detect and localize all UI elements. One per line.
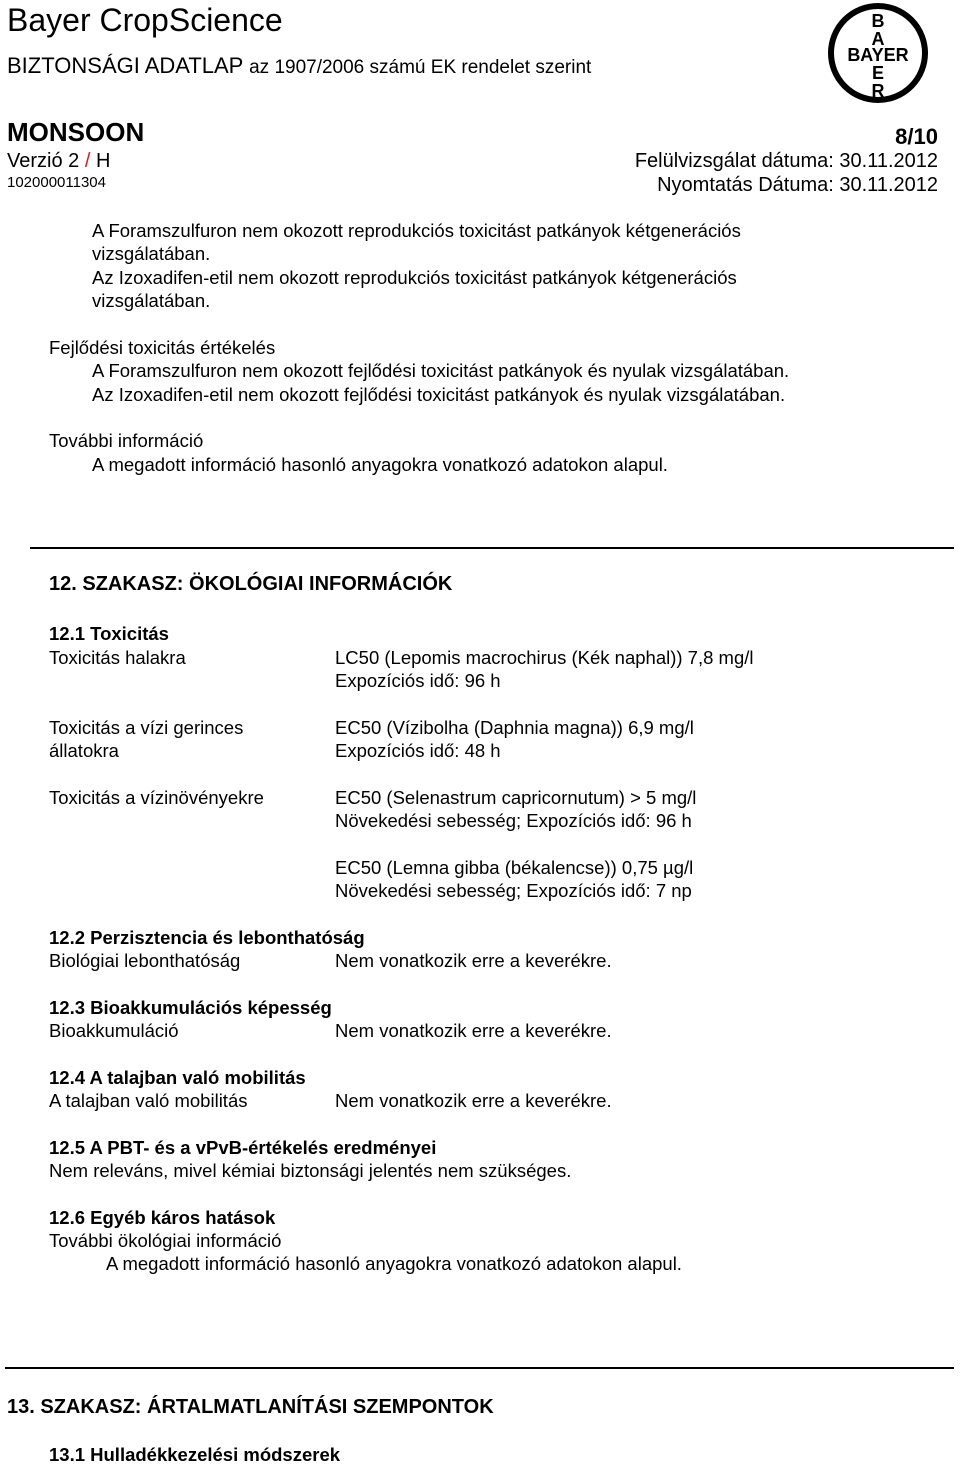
plants-value-1: EC50 (Selenastrum capricornutum) > 5 mg/l [335, 787, 697, 808]
other-label: További ökológiai információ [49, 1230, 282, 1251]
fish-label: Toxicitás halakra [49, 647, 186, 668]
persistence-value: Nem vonatkozik erre a keverékre. [335, 950, 612, 971]
invert-label-1: Toxicitás a vízi gerinces [49, 717, 244, 738]
page-number: 8/10 [895, 124, 938, 149]
invert-value: EC50 (Vízibolha (Daphnia magna)) 6,9 mg/l [335, 717, 694, 738]
mobility-heading: 12.4 A talajban való mobilitás [49, 1067, 306, 1088]
pbt-heading: 12.5 A PBT- és a vPvB-értékelés eredményei [49, 1137, 437, 1158]
bayer-cross-logo [827, 2, 929, 104]
version-suffix: H [95, 150, 111, 172]
section-12-title: 12. SZAKASZ: ÖKOLÓGIAI INFORMÁCIÓK [49, 573, 453, 595]
section-12-rule [30, 547, 954, 549]
logo-letter-e: E [871, 63, 885, 83]
repro-line-2: vizsgálatában. [92, 243, 211, 264]
logo-letter-b: B [871, 11, 885, 31]
section-13-sub: 13.1 Hulladékkezelési módszerek [49, 1444, 341, 1465]
logo-letter-a: A [871, 29, 885, 49]
revision-date: Felülvizsgálat dátuma: 30.11.2012 [634, 150, 938, 172]
dev-line-2: Az Izoxadifen-etil nem okozott fejlődési toxicitást patkányok és nyulak vizsgálatában. [92, 384, 786, 405]
doc-title-text: BIZTONSÁGI ADATLAP [7, 53, 243, 78]
dev-line-1: A Foramszulfuron nem okozott fejlődési toxicitást patkányok és nyulak vizsgálatában. [92, 360, 790, 381]
mobility-value: Nem vonatkozik erre a keverékre. [335, 1090, 612, 1111]
version-prefix: Verzió 2 [7, 150, 80, 172]
document-id: 102000011304 [7, 174, 106, 191]
version-info [7, 150, 110, 173]
dev-heading: Fejlődési toxicitás értékelés [49, 337, 276, 358]
other-text: A megadott információ hasonló anyagokra vonatkozó adatokon alapul. [106, 1253, 682, 1274]
plants-label: Toxicitás a vízinövényekre [49, 787, 264, 808]
persistence-heading: 12.2 Perzisztencia és lebonthatóság [49, 927, 365, 948]
plants-exposure-2: Növekedési sebesség; Expozíciós idő: 7 np [335, 880, 692, 901]
section-13-rule [5, 1367, 954, 1369]
repro-line-3: Az Izoxadifen-etil nem okozott reprodukciós toxicitást patkányok kétgenerációs [92, 267, 737, 288]
pbt-text: Nem releváns, mivel kémiai biztonsági jelentés nem szükséges. [49, 1160, 572, 1181]
repro-line-4: vizsgálatában. [92, 290, 211, 311]
plants-value-2: EC50 (Lemna gibba (békalencse)) 0,75 µg/l [335, 857, 694, 878]
logo-letter-r: R [871, 81, 885, 101]
fish-value: LC50 (Lepomis macrochirus (Kék naphal)) 7,8 mg/l [335, 647, 754, 668]
bioacc-label: Bioakkumuláció [49, 1020, 179, 1041]
further-text: A megadott információ hasonló anyagokra vonatkozó adatokon alapul. [92, 454, 668, 475]
print-date: Nyomtatás Dátuma: 30.11.2012 [657, 174, 938, 196]
plants-exposure-1: Növekedési sebesség; Expozíciós idő: 96 h [335, 810, 692, 831]
section-13-title: 13. SZAKASZ: ÁRTALMATLANÍTÁSI SZEMPONTOK [7, 1396, 494, 1418]
other-heading: 12.6 Egyéb káros hatások [49, 1207, 276, 1228]
tox-heading: 12.1 Toxicitás [49, 623, 169, 644]
bioacc-value: Nem vonatkozik erre a keverékre. [335, 1020, 612, 1041]
persistence-label: Biológiai lebonthatóság [49, 950, 241, 971]
company-name: Bayer CropScience [7, 2, 283, 38]
version-slash: / [79, 150, 96, 172]
mobility-label: A talajban való mobilitás [49, 1090, 248, 1111]
further-heading: További információ [49, 430, 204, 451]
document-title [7, 53, 591, 79]
invert-exposure: Expozíciós idő: 48 h [335, 740, 501, 761]
regulation-text: az 1907/2006 számú EK rendelet szerint [249, 57, 592, 78]
logo-horizontal-word: BAYER [847, 45, 909, 65]
product-name: MONSOON [7, 117, 145, 147]
fish-exposure: Expozíciós idő: 96 h [335, 670, 501, 691]
bioacc-heading: 12.3 Bioakkumulációs képesség [49, 997, 332, 1018]
repro-line-1: A Foramszulfuron nem okozott reprodukciós toxicitást patkányok kétgenerációs [92, 220, 741, 241]
invert-label-2: állatokra [49, 740, 119, 761]
